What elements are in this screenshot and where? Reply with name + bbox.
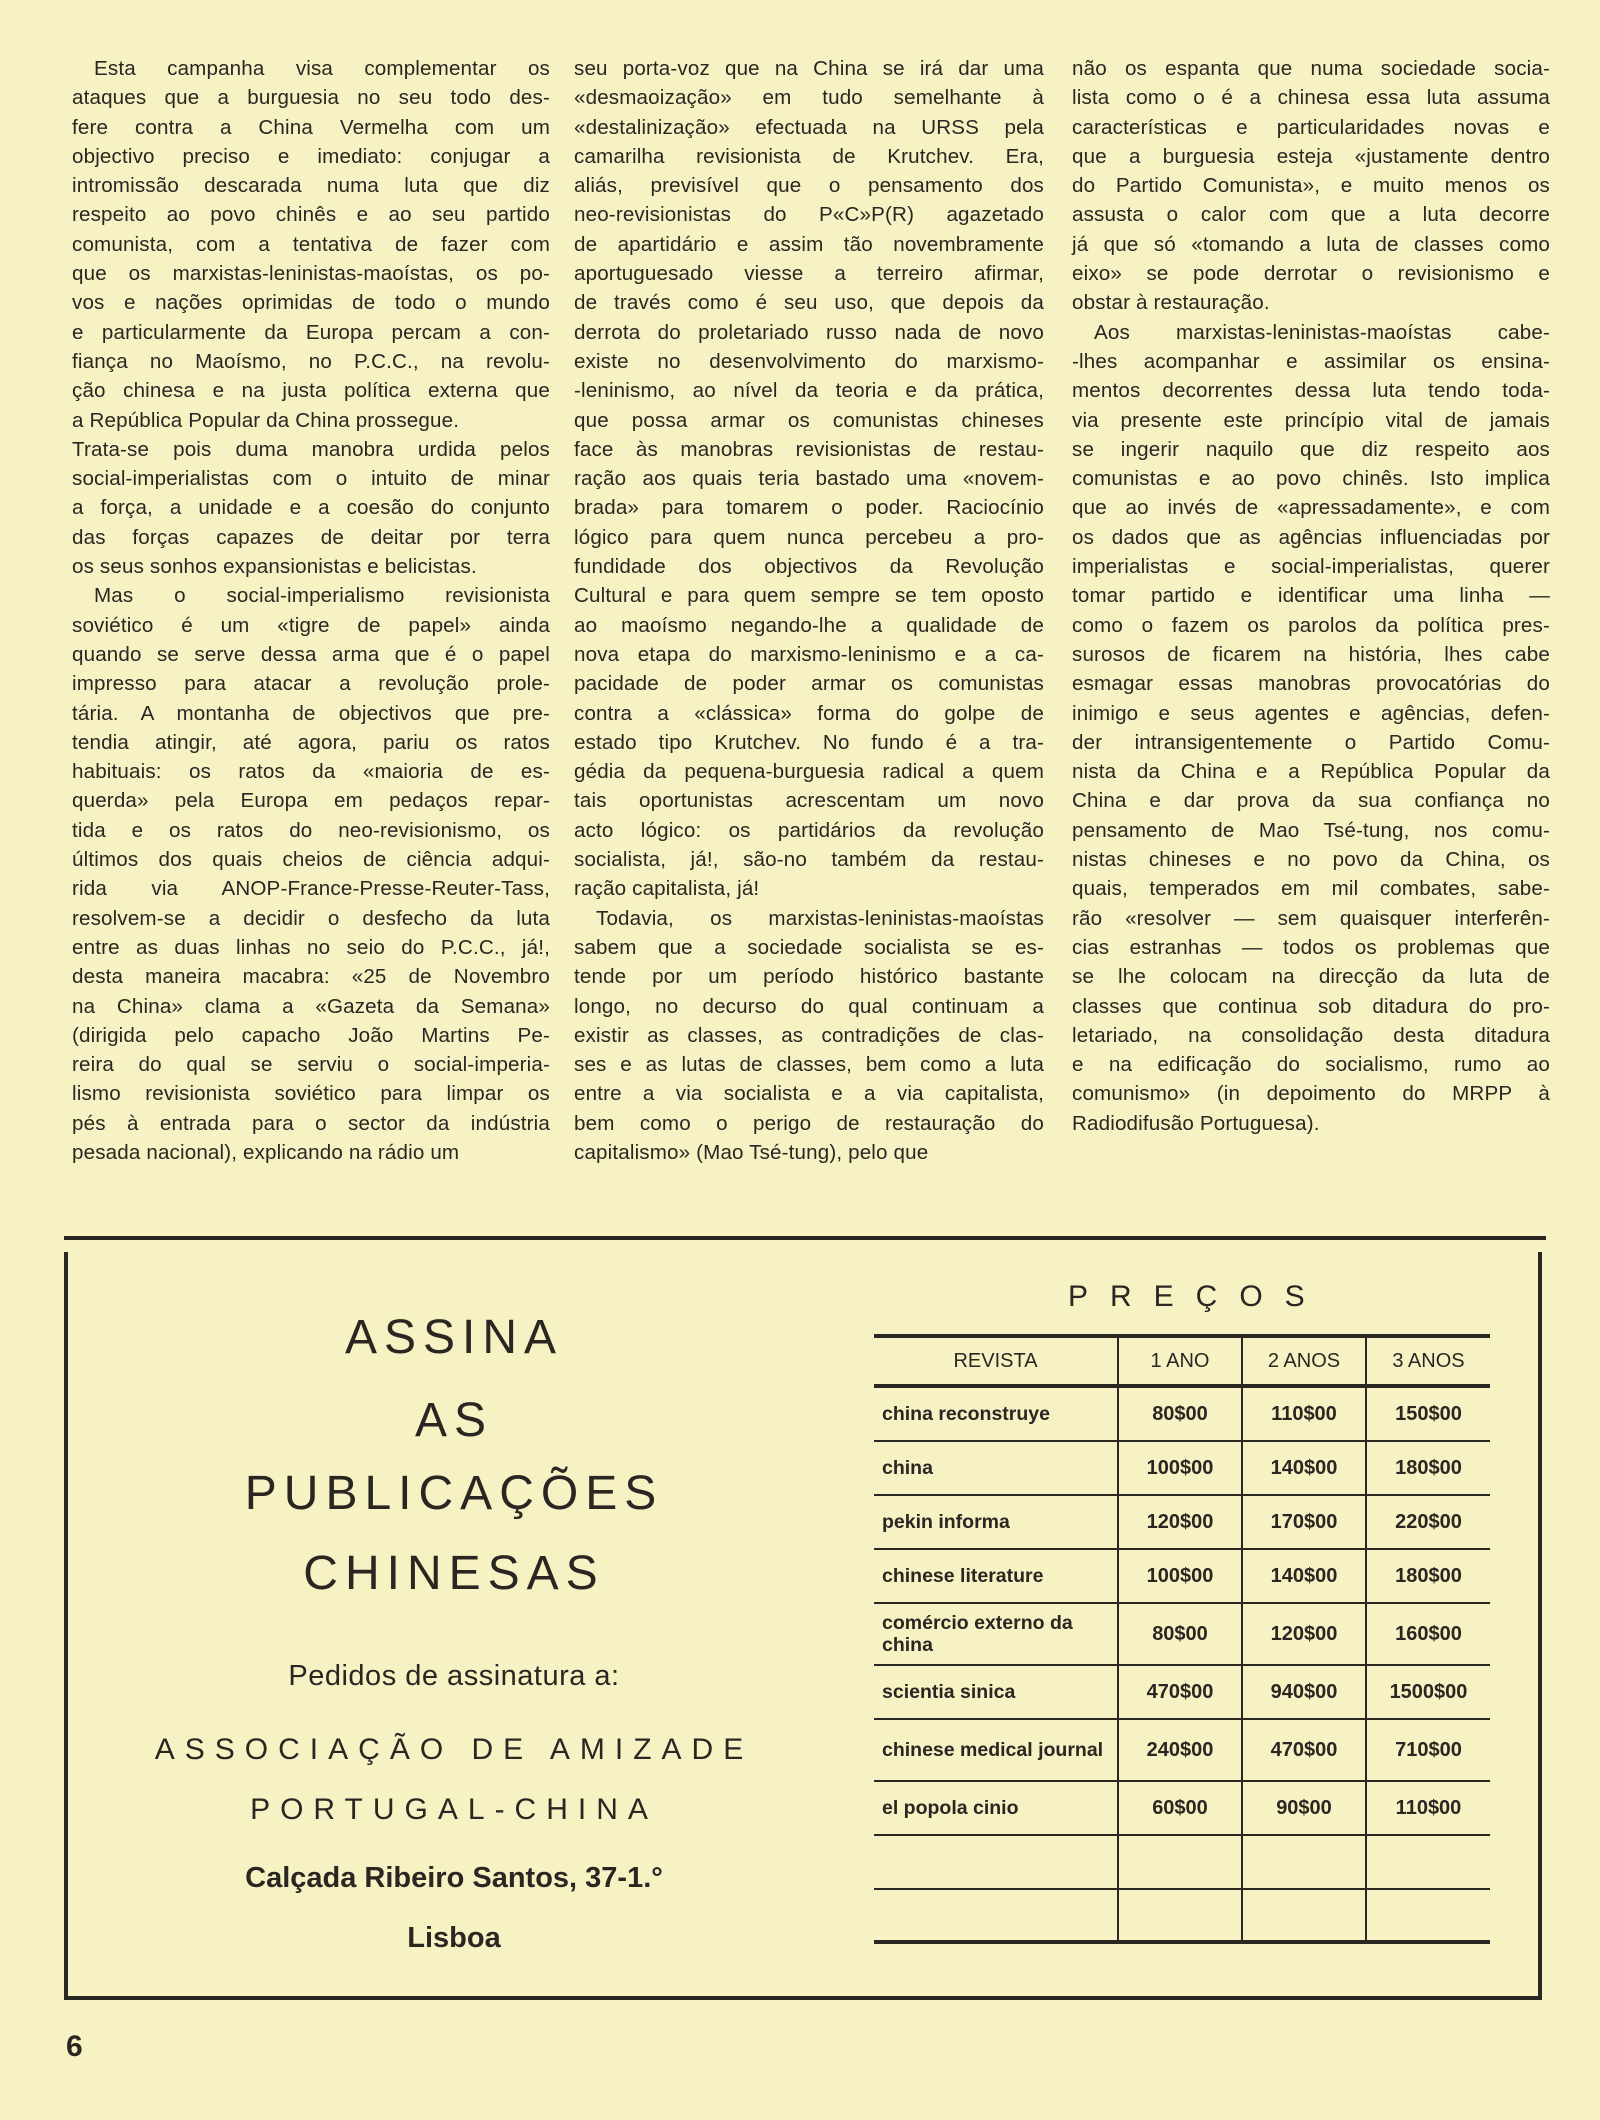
price-cell: 120$00 xyxy=(1118,1495,1242,1549)
header-1-ano: 1 ANO xyxy=(1118,1336,1242,1386)
ad-organization-line-1: ASSOCIAÇÃO DE AMIZADE xyxy=(154,1733,754,1766)
col1-line: reira do qual se serviu o social-imperia- xyxy=(72,1053,550,1077)
price-cell: 170$00 xyxy=(1242,1495,1366,1549)
prices-table-row xyxy=(874,1781,1490,1835)
advertisement-top-rule xyxy=(64,1236,1546,1240)
col1-line: na China» clama a «Gazeta da Semana» xyxy=(72,994,550,1018)
col1-line: fere contra a China Vermelha com um xyxy=(72,115,550,139)
col1-line: os seus sonhos expansionistas e belicistas. xyxy=(72,555,477,579)
col2-line: existir as classes, as contradições de clas- xyxy=(574,1023,1044,1047)
col3-line: quais, temperados em mil combates, sabe- xyxy=(1072,877,1550,901)
col2-line: fundidade dos objectivos da Revolução xyxy=(574,555,1044,579)
ad-heading-line-3: PUBLICAÇÕES xyxy=(244,1467,664,1520)
col2-line: gédia da pequena-burguesia radical a quem xyxy=(574,760,1044,784)
price-cell: 710$00 xyxy=(1366,1719,1490,1781)
col2-line: Todavia, os marxistas-leninistas-maoístas xyxy=(596,906,1044,930)
col2-line: Cultural e para quem sempre se tem oposto xyxy=(574,584,1044,608)
price-cell: 470$00 xyxy=(1242,1719,1366,1781)
col2-line: aliás, previsível que o pensamento dos xyxy=(574,174,1044,198)
empty-cell xyxy=(1242,1835,1366,1889)
ad-subscription-request: Pedidos de assinatura a: xyxy=(288,1660,620,1692)
ad-address: Calçada Ribeiro Santos, 37-1.° xyxy=(245,1862,663,1894)
col3-line: os dados que as agências influenciadas por xyxy=(1072,525,1550,549)
ad-heading-line-4: CHINESAS xyxy=(303,1547,605,1600)
col2-line: «destalinização» efectuada na URSS pela xyxy=(574,115,1044,139)
col2-line: estado tipo Krutchev. No fundo é a tra- xyxy=(574,730,1044,754)
col3-line: Aos marxistas-leninistas-maoístas cabe- xyxy=(1094,320,1550,344)
col1-line: fiança no Maoísmo, no P.C.C., na revolu- xyxy=(72,349,550,373)
col1-line: entre as duas linhas no seio do P.C.C., já!, xyxy=(72,935,550,959)
price-cell: 470$00 xyxy=(1118,1665,1242,1719)
price-cell: 90$00 xyxy=(1242,1781,1366,1835)
price-cell: 240$00 xyxy=(1118,1719,1242,1781)
col2-line: «desmaoização» em tudo semelhante à xyxy=(574,86,1044,110)
ad-heading-line-2: AS xyxy=(414,1394,494,1447)
col1-line: querda» pela Europa em pedaços repar- xyxy=(72,789,550,813)
col1-line: intromissão descarada numa luta que diz xyxy=(72,174,550,198)
article-column-2 xyxy=(574,54,1044,1167)
prices-table-row xyxy=(874,1549,1490,1603)
col3-line: classes que continua sob ditadura do pro- xyxy=(1072,994,1550,1018)
col3-line: via presente este princípio vital de jamais xyxy=(1072,408,1550,432)
prices-table-empty-row xyxy=(874,1835,1490,1889)
col2-line: pacidade de poder armar os comunistas xyxy=(574,672,1044,696)
col3-line: letariado, na consolidação desta ditadura xyxy=(1072,1023,1550,1047)
price-cell: 150$00 xyxy=(1366,1386,1490,1441)
price-cell: 80$00 xyxy=(1118,1603,1242,1665)
col1-line: que os marxistas-leninistas-maoístas, os po- xyxy=(72,262,550,286)
magazine-name-cell: el popola cinio xyxy=(874,1781,1118,1835)
col3-line: já que só «tomando a luta de classes como xyxy=(1072,232,1550,256)
col2-line: de través como é seu uso, que depois da xyxy=(574,291,1044,315)
col3-line: mentos decorrentes dessa luta tendo toda- xyxy=(1072,379,1550,403)
price-cell: 80$00 xyxy=(1118,1386,1242,1441)
col3-line: surosos de ficarem na história, lhes cabe xyxy=(1072,642,1550,666)
col3-line: e na edificação do socialismo, rumo ao xyxy=(1072,1053,1550,1077)
col1-line: e particularmente da Europa percam a con- xyxy=(72,320,550,344)
col1-line: ção chinesa e na justa política externa que xyxy=(72,379,550,403)
col3-line: inimigo e seus agentes e agências, defen- xyxy=(1072,701,1550,725)
col2-line: neo-revisionistas do P«C»P(R) agazetado xyxy=(574,203,1044,227)
prices-table-body xyxy=(874,1386,1490,1942)
col2-line: brada» para tomarem o poder. Raciocínio xyxy=(574,496,1044,520)
empty-cell xyxy=(874,1835,1118,1889)
price-cell: 140$00 xyxy=(1242,1441,1366,1495)
col3-line: pensamento de Mao Tsé-tung, nos comu- xyxy=(1072,818,1550,842)
col1-line: habituais: os ratos da «maioria de es- xyxy=(72,760,550,784)
col1-line: lismo revisionista soviético para limpar os xyxy=(72,1082,550,1106)
col2-line: tais oportunistas acrescentam um novo xyxy=(574,789,1044,813)
col2-line: ração capitalista, já! xyxy=(574,877,760,901)
article-column-3 xyxy=(1072,54,1550,1138)
ad-heading-line-1: ASSINA xyxy=(344,1311,564,1364)
prices-table-row xyxy=(874,1665,1490,1719)
ad-organization-line-2: PORTUGAL-CHINA xyxy=(250,1793,658,1826)
col1-line: Esta campanha visa complementar os xyxy=(94,57,550,80)
col3-line: se ingerir naquilo que diz respeito aos xyxy=(1072,437,1550,461)
col2-line: capitalismo» (Mao Tsé-tung), pelo que xyxy=(574,1140,929,1164)
col2-line: camarilha revisionista de Krutchev. Era, xyxy=(574,144,1044,168)
col1-line: social-imperialistas com o intuito de minar xyxy=(72,467,550,491)
col1-line: pés à entrada para o sector da indústria xyxy=(72,1111,550,1135)
magazine-name-cell: scientia sinica xyxy=(874,1665,1118,1719)
col1-line: ataques que a burguesia no seu todo des- xyxy=(72,86,550,110)
page-number: 6 xyxy=(66,2030,83,2063)
col2-line: bem como o perigo de restauração do xyxy=(574,1111,1044,1135)
price-cell: 140$00 xyxy=(1242,1549,1366,1603)
col1-line: soviético é um «tigre de papel» ainda xyxy=(72,613,550,637)
col1-line: vos e nações oprimidas de todo o mundo xyxy=(72,291,550,315)
empty-cell xyxy=(874,1889,1118,1942)
empty-cell xyxy=(1366,1889,1490,1942)
magazine-name-cell: comércio externo da china xyxy=(874,1603,1118,1665)
prices-table-empty-row xyxy=(874,1889,1490,1942)
empty-cell xyxy=(1242,1889,1366,1942)
col3-line: lista como o é a chinesa essa luta assuma xyxy=(1072,86,1550,110)
col1-line: comunista, com a tentativa de fazer com xyxy=(72,232,550,256)
col3-line: der intransigentemente o Partido Comu- xyxy=(1072,730,1550,754)
col2-line: acto lógico: os partidários da revolução xyxy=(574,818,1044,842)
col1-line: impresso para atacar a revolução prole- xyxy=(72,672,550,696)
magazine-name-cell: china xyxy=(874,1441,1118,1495)
col1-line: das forças capazes de deitar por terra xyxy=(72,525,550,549)
col1-line: Mas o social-imperialismo revisionista xyxy=(94,584,550,608)
col3-line: assusta o calor com que a luta decorre xyxy=(1072,203,1550,227)
price-cell: 940$00 xyxy=(1242,1665,1366,1719)
magazine-name-cell: chinese medical journal xyxy=(874,1719,1118,1781)
col3-line: cias estranhas — todos os problemas que xyxy=(1072,935,1550,959)
col2-line: -leninismo, ao nível da teoria e da prática, xyxy=(574,379,1044,403)
header-2-anos: 2 ANOS xyxy=(1242,1336,1366,1386)
col2-line: socialista, já!, são-no também da restau- xyxy=(574,848,1044,872)
col3-line: não os espanta que numa sociedade socia- xyxy=(1072,57,1550,80)
col1-line: rida via ANOP-France-Presse-Reuter-Tass, xyxy=(72,877,550,901)
col2-line: entre a via socialista e a via capitalista, xyxy=(574,1082,1044,1106)
col1-line: resolvem-se a decidir o desfecho da luta xyxy=(72,906,550,930)
article-column-1 xyxy=(72,54,550,1167)
col1-line: (dirigida pelo capacho João Martins Pe- xyxy=(72,1023,550,1047)
col1-line: respeito ao povo chinês e ao seu partido xyxy=(72,203,550,227)
col2-line: de apartidário e assim tão novembramente xyxy=(574,232,1044,256)
col2-line: sabem que a sociedade socialista se es- xyxy=(574,935,1044,959)
col3-line: se lhe colocam na direcção da luta de xyxy=(1072,965,1550,989)
prices-table-row xyxy=(874,1386,1490,1441)
col2-line: contra a «clássica» forma do golpe de xyxy=(574,701,1044,725)
col3-line: nistas chineses e no povo da China, os xyxy=(1072,848,1550,872)
col2-line: nova etapa do marxismo-leninismo e a ca- xyxy=(574,642,1044,666)
col2-line: ração aos quais teria bastado uma «novem- xyxy=(574,467,1044,491)
col2-line: que possa armar os comunistas chineses xyxy=(574,408,1044,432)
col1-line: objectivo preciso e imediato: conjugar a xyxy=(72,144,550,168)
col3-line: China e dar prova da sua confiança no xyxy=(1072,789,1550,813)
header-3-anos: 3 ANOS xyxy=(1366,1336,1490,1386)
col3-line: que a burguesia esteja «justamente dentro xyxy=(1072,144,1550,168)
col3-line: nista da China e a República Popular da xyxy=(1072,760,1550,784)
col3-line: -lhes acompanhar e assimilar os ensina- xyxy=(1072,349,1550,373)
col2-line: ao maoísmo negando-lhe a qualidade de xyxy=(574,613,1044,637)
price-cell: 180$00 xyxy=(1366,1549,1490,1603)
col2-line: lógico para quem nunca percebeu a pro- xyxy=(574,525,1044,549)
price-cell: 100$00 xyxy=(1118,1549,1242,1603)
col3-line: tomar partido e identificar uma linha — xyxy=(1072,584,1550,608)
ad-city: Lisboa xyxy=(407,1922,501,1954)
col3-line: obstar à restauração. xyxy=(1072,291,1270,315)
col3-line: rão «resolver — sem quaisquer interferên- xyxy=(1072,906,1550,930)
col3-line: Radiodifusão Portuguesa). xyxy=(1072,1111,1320,1135)
prices-table-row xyxy=(874,1495,1490,1549)
col2-line: longo, no decurso do qual continuam a xyxy=(574,994,1044,1018)
empty-cell xyxy=(1366,1835,1490,1889)
price-cell: 100$00 xyxy=(1118,1441,1242,1495)
price-cell: 160$00 xyxy=(1366,1603,1490,1665)
price-cell: 180$00 xyxy=(1366,1441,1490,1495)
magazine-name-cell: chinese literature xyxy=(874,1549,1118,1603)
empty-cell xyxy=(1118,1889,1242,1942)
prices-table-row xyxy=(874,1719,1490,1781)
col3-line: do Partido Comunista», e muito menos os xyxy=(1072,174,1550,198)
col3-line: características e particularidades novas e xyxy=(1072,115,1550,139)
price-cell: 120$00 xyxy=(1242,1603,1366,1665)
col2-line: existe no desenvolvimento do marxismo- xyxy=(574,349,1044,373)
col1-line: últimos dos quais cheios de ciência adqui- xyxy=(72,848,550,872)
prices-table-row xyxy=(874,1603,1490,1665)
header-revista: REVISTA xyxy=(874,1336,1118,1386)
col2-line: ses e as lutas de classes, bem como a luta xyxy=(574,1053,1044,1077)
col1-line: Trata-se pois duma manobra urdida pelos xyxy=(72,437,550,461)
prices-table xyxy=(874,1334,1490,1944)
price-cell: 1500$00 xyxy=(1366,1665,1490,1719)
col3-line: como o fazem os parolos da política pres- xyxy=(1072,613,1550,637)
col3-line: comunistas e ao povo chinês. Isto implica xyxy=(1072,467,1550,491)
col3-line: que ao invés de «apressadamente», e com xyxy=(1072,496,1550,520)
price-cell: 220$00 xyxy=(1366,1495,1490,1549)
col1-line: tendia atingir, até agora, pariu os ratos xyxy=(72,730,550,754)
prices-table-row xyxy=(874,1441,1490,1495)
empty-cell xyxy=(1118,1835,1242,1889)
col1-line: pesada nacional), explicando na rádio um xyxy=(72,1140,460,1164)
col2-line: seu porta-voz que na China se irá dar uma xyxy=(574,57,1044,80)
col1-line: tária. A montanha de objectivos que pre- xyxy=(72,701,550,725)
col1-line: a força, a unidade e a coesão do conjunto xyxy=(72,496,550,520)
prices-table-header xyxy=(874,1336,1490,1386)
col1-line: tida e os ratos do neo-revisionismo, os xyxy=(72,818,550,842)
col3-line: eixo» se pode derrotar o revisionismo e xyxy=(1072,262,1550,286)
col2-line: tende por um período histórico bastante xyxy=(574,965,1044,989)
col3-line: esmagar essas manobras provocatórias do xyxy=(1072,672,1550,696)
magazine-name-cell: china reconstruye xyxy=(874,1386,1118,1441)
magazine-name-cell: pekin informa xyxy=(874,1495,1118,1549)
price-cell: 60$00 xyxy=(1118,1781,1242,1835)
price-cell: 110$00 xyxy=(1366,1781,1490,1835)
col3-line: imperialistas e social-imperialistas, querer xyxy=(1072,555,1550,579)
col2-line: aportuguesado viesse a terreiro afirmar, xyxy=(574,262,1044,286)
price-cell: 110$00 xyxy=(1242,1386,1366,1441)
col1-line: a República Popular da China prossegue. xyxy=(72,408,460,432)
prices-title: PREÇOS xyxy=(1068,1280,1327,1313)
col1-line: desta maneira macabra: «25 de Novembro xyxy=(72,965,550,989)
col2-line: face às manobras revisionistas de restau- xyxy=(574,437,1044,461)
col1-line: quando se serve dessa arma que é o papel xyxy=(72,642,550,666)
col2-line: derrota do proletariado russo nada de novo xyxy=(574,320,1044,344)
col3-line: comunismo» (in depoimento do MRPP à xyxy=(1072,1082,1550,1106)
